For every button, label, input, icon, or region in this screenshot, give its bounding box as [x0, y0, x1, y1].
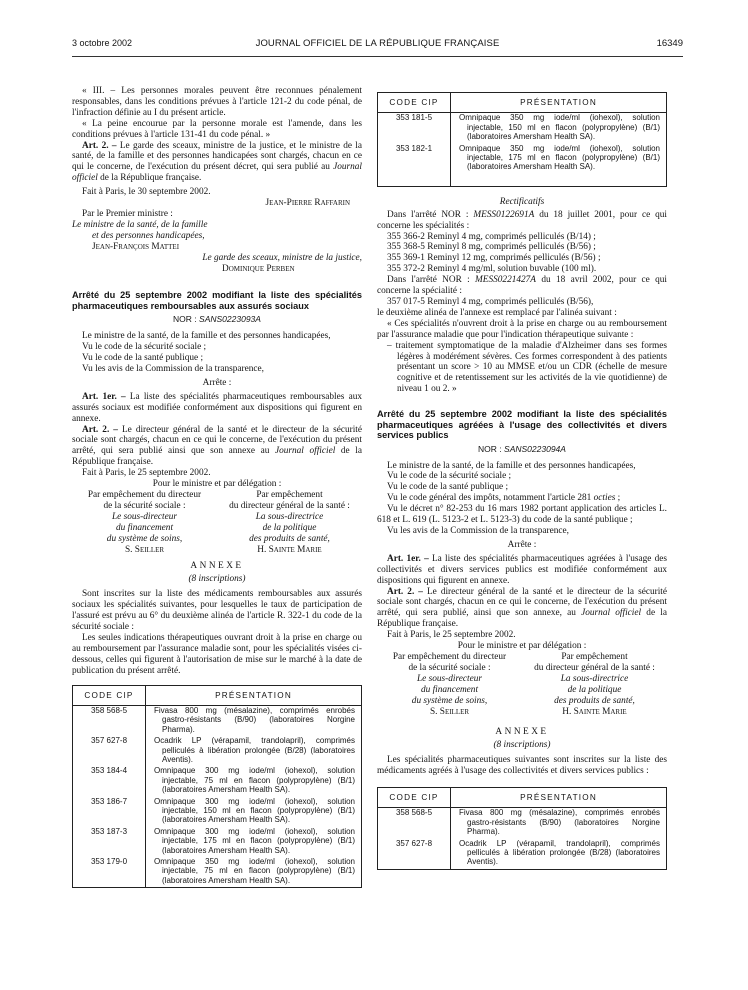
signature-left — [377, 652, 522, 717]
signature-line: de la politique — [262, 522, 317, 533]
visa: Vu le code de la sécurité sociale ; — [387, 471, 512, 482]
date-line: Fait à Paris, le 25 septembre 2002. — [82, 468, 211, 479]
column-header-presentation: PRÉSENTATION — [451, 93, 667, 113]
presentation-text: Fivasa 800 mg (mésalazine), comprimés enrobés gastro-résistants (B/90) (laboratoires Norgine Pharma). — [459, 808, 660, 837]
presentation-text: Omnipaque 300 mg iode/ml (iohexol), solution injectable, 150 ml en flacon (polypropylène) (B/1) (laboratoires Amersham Health SA). — [154, 796, 355, 825]
left-column — [72, 86, 362, 888]
column-header-presentation: PRÉSENTATION — [451, 788, 667, 808]
signatory-title: et des personnes handicapées, — [92, 230, 205, 241]
presentation — [451, 808, 667, 839]
signature-line: du financement — [115, 522, 174, 533]
article-text: La liste des spécialités pharmaceutiques remboursables aux assurés sociaux est modifiée conformément aux dispositions qui figurent en annexe. — [72, 391, 362, 424]
rectificatifs-heading: Rectificatifs — [499, 196, 545, 207]
article-text: Le directeur général de la santé et le directeur de la sécurité sociale sont chargés, chacun en ce qui le concerne, de l'exécution du présent arrêté, qui sera publié ainsi que son annexe au — [72, 424, 362, 457]
text: Dans l'arrêté NOR : — [387, 275, 476, 286]
decree-title: Arrêté du 25 septembre 2002 modifiant la liste des spécialités pharmaceutiques remboursables aux assurés sociaux — [72, 290, 362, 311]
presentation — [451, 113, 667, 144]
delegation-line: Pour le ministre et par délégation : — [152, 479, 282, 490]
signatory-title: Le ministre de la santé, de la famille — [72, 219, 208, 230]
list-item: 355 368-5 Reminyl 8 mg, comprimés pelliculés (B/56) ; — [387, 242, 596, 253]
article-text: de la République française. — [72, 446, 362, 468]
paragraph: Les seules indications thérapeutiques ouvrant droit à la prise en charge ou au remboursement par l'assurance maladie sont, pour les spécialités visées ci-dessous, celles qui figurent à l'autorisation de mise sur le marché à la date de publication du présent arrêté. — [72, 632, 362, 676]
presentation-text: Omnipaque 300 mg iode/ml (iohexol), solution injectable, 175 ml en flacon (polypropylène) (B/1) (laboratoires Amersham Health SA). — [154, 826, 355, 855]
visa: Vu les avis de la Commission de la transparence, — [82, 364, 264, 375]
presentation — [146, 797, 362, 827]
list-item: 355 366-2 Reminyl 4 mg, comprimés pelliculés (B/14) ; — [387, 231, 596, 242]
paragraph: Sont inscrites sur la liste des médicaments remboursables aux assurés sociaux les spécialités suivantes, pour lesquelles le taux de participation de l'assuré est prévu au 6° du deuxième alinéa de l'article R. 322-1 du code de la sécurité sociale : — [72, 589, 362, 632]
presentation — [451, 839, 667, 869]
visa: Vu le code de la santé publique ; — [387, 482, 509, 493]
delegation-line: Pour le ministre et par délégation : — [457, 641, 587, 652]
signature-line: de la sécurité sociale : — [103, 500, 186, 511]
table-row — [378, 144, 666, 186]
paragraph: « La peine encourue par la personne morale est l'amende, dans les conditions prévues à l'article 131-41 du code pénal. » — [72, 118, 362, 140]
nor-reference — [377, 444, 667, 455]
column-header-code: CODE CIP — [73, 686, 146, 706]
quote: – traitement symptomatique de la maladie d'Alzheimer dans ses formes légères à modérément sévères. Ces formes correspondent à des patients présentant un score > 10 au MMSE et/ou un CDR (échelle de mesure cognitive et de retentissement sur les activités de la vie quotidienne) de niveau 1 ou 2. » — [387, 340, 667, 395]
signature-block — [377, 652, 667, 717]
signature-line: des produits de santé, — [554, 695, 635, 706]
table-header-row — [378, 788, 666, 808]
article-label: Art. 1er. – — [387, 553, 429, 564]
paragraph: le deuxième alinéa de l'annexe est remplacé par l'alinéa suivant : — [377, 307, 617, 318]
list-item: 357 017-5 Reminyl 4 mg, comprimés pelliculés (B/56), — [387, 297, 594, 307]
cip-table — [377, 92, 667, 187]
nor-reference — [72, 314, 362, 325]
presentation-text: Omnipaque 350 mg iode/ml (iohexol), solution injectable, 175 ml en flacon (polypropylène) (B/1) (laboratoires Amersham Health SA). — [459, 143, 660, 172]
signature-left — [72, 490, 217, 555]
paragraph: « III. – Les personnes morales peuvent être reconnues pénalement responsables, dans les conditions prévues à l'article 121-2 du code pénal, de l'infraction définie au I du présent article. — [72, 86, 362, 118]
decree-title: Arrêté du 25 septembre 2002 modifiant la liste des spécialités pharmaceutiques agréées à l'usage des collectivités et divers services publics — [377, 409, 667, 441]
signature-line: Par empêchement du directeur — [87, 490, 202, 500]
signatory-name: S. Seiller — [124, 544, 165, 555]
column-header-code: CODE CIP — [378, 93, 451, 113]
signature-line: du directeur général de la santé : — [229, 500, 350, 511]
paragraph — [377, 210, 667, 232]
text: du 18 juillet 2001, pour ce qui concerne les spécialités : — [377, 209, 667, 231]
column-header-presentation: PRÉSENTATION — [146, 686, 362, 706]
cip-code: 358 568-5 — [73, 705, 146, 736]
nor-label: NOR : — [173, 314, 200, 325]
table-row — [378, 113, 666, 144]
article-label: Art. 2. – — [387, 586, 423, 597]
visa: Vu le code de la santé publique ; — [82, 353, 204, 364]
annexe-heading: ANNEXE — [495, 727, 549, 738]
cip-table-grid — [73, 686, 361, 888]
table-row — [73, 766, 361, 796]
signature-line: du système de soins, — [411, 695, 488, 706]
list-item: 355 372-2 Reminyl 4 mg/ml, solution buvable (100 ml). — [387, 264, 597, 275]
presentation-text: Ocadrik LP (vérapamil, trandolapril), comprimés pelliculés à libération prolongée (B/28) (laboratoires Aventis). — [154, 736, 355, 764]
table-header-row — [378, 93, 666, 113]
article-label: Art. 1er. – — [82, 391, 126, 402]
nor-code: MESS0221427A — [475, 275, 536, 286]
cip-code: 353 179-0 — [73, 857, 146, 887]
text: ; — [615, 493, 621, 504]
cip-code: 353 181-5 — [378, 113, 451, 144]
signature-line: Le sous-directeur — [417, 673, 482, 684]
cip-table-grid — [378, 93, 666, 186]
date-line: Fait à Paris, le 30 septembre 2002. — [82, 187, 211, 198]
cip-code: 357 627-8 — [73, 736, 146, 766]
arrete-label: Arrête : — [202, 377, 232, 388]
table-row — [73, 797, 361, 827]
signature-block — [72, 490, 362, 555]
page-header — [72, 38, 683, 52]
visa: Vu le code de la sécurité sociale ; — [82, 342, 207, 353]
text: Vu le code général des impôts, notamment l'article 281 — [387, 493, 594, 504]
article-1 — [72, 392, 362, 425]
table-row — [73, 736, 361, 766]
presentation — [146, 766, 362, 796]
presentation-text: Ocadrik LP (vérapamil, trandolapril), comprimés pelliculés à libération prolongée (B/28) (laboratoires Aventis). — [459, 838, 660, 867]
signatory-name: Jean-François Mattei — [92, 241, 180, 252]
table-header-row — [73, 686, 361, 706]
table-row — [73, 857, 361, 887]
paragraph: Le ministre de la santé, de la famille et des personnes handicapées, — [387, 460, 636, 471]
nor-label: NOR : — [478, 443, 505, 454]
article-label: Art. 2. – — [82, 424, 118, 435]
signatory-name: Jean-Pierre Raffarin — [265, 198, 350, 209]
signature-line: de la sécurité sociale : — [408, 662, 491, 673]
visa: Vu le décret n° 82-253 du 16 mars 1982 portant application des articles L. 618 et L. 619 (L. 5123-2 et L. 5123-3) du code de la santé publique ; — [377, 504, 667, 526]
cip-code: 353 182-1 — [378, 144, 451, 186]
article-label: Art. 2. – — [82, 140, 117, 151]
presentation — [146, 827, 362, 857]
table-row — [378, 808, 666, 839]
paragraph: Le ministre de la santé, de la famille et des personnes handicapées, — [82, 331, 331, 342]
signatory-name: H. Sainte Marie — [562, 706, 627, 717]
list-item: 355 369-1 Reminyl 12 mg, comprimés pelliculés (B/56) ; — [387, 253, 601, 264]
article-text: de la République française. — [97, 173, 202, 184]
signature-line: des produits de santé, — [249, 533, 330, 544]
presentation-text: Fivasa 800 mg (mésalazine), comprimés enrobés gastro-résistants (B/90) (laboratoires Norgine Pharma). — [154, 705, 355, 734]
cip-code: 357 627-8 — [378, 839, 451, 869]
journal-ref: Journal officiel — [274, 446, 336, 457]
signature-line: La sous-directrice — [560, 673, 629, 684]
article-text: Le directeur général de la santé et le directeur de la sécurité sociale sont chargés, chacun en ce qui le concerne, de l'exécution du présent arrêté, qui sera publié, ainsi que son annexe, au — [377, 586, 667, 619]
presentation-text: Omnipaque 350 mg iode/ml (iohexol), solution injectable, 75 ml en flacon (polypropylène) (B/1) (laboratoires Amersham Health SA). — [154, 857, 355, 885]
journal-ref: Journal officiel — [72, 162, 362, 184]
inscriptions-count: (8 inscriptions) — [188, 574, 246, 585]
journal-title: JOURNAL OFFICIEL DE LA RÉPUBLIQUE FRANÇAISE — [255, 38, 500, 49]
signatory-title: Le garde des sceaux, ministre de la justice, — [202, 252, 362, 263]
cip-code: 353 186-7 — [73, 797, 146, 827]
signature-right — [522, 652, 667, 717]
table-row — [378, 839, 666, 869]
cip-code: 353 184-4 — [73, 766, 146, 796]
arrete-label: Arrête : — [507, 539, 537, 550]
table-row — [73, 827, 361, 857]
nor-code: MESS0122691A — [473, 209, 535, 220]
signature-line: Le sous-directeur — [112, 511, 177, 522]
text: Dans l'arrêté NOR : — [387, 209, 474, 220]
article-2 — [377, 587, 667, 631]
article-text: La liste des spécialités pharmaceutiques agréées à l'usage des collectivités et divers services publics est modifiée conformément aux dispositions qui figurent en annexe. — [377, 553, 667, 586]
signature-line: du système de soins, — [106, 533, 183, 544]
cip-code: 358 568-5 — [378, 808, 451, 839]
signature-line: Par empêchement du directeur — [392, 651, 507, 662]
article-text: Le garde des sceaux, ministre de la justice, et le ministre de la santé, de la famille et des personnes handicapées sont chargés, chacun en ce qui le concerne, de l'exécution du présent décret, qui sera publié au — [72, 140, 362, 173]
signatory-name: H. Sainte Marie — [257, 544, 322, 555]
presentation — [146, 736, 362, 766]
article-text: de la République française. — [377, 608, 667, 630]
visa: Vu les avis de la Commission de la transparence, — [387, 526, 569, 536]
signature-line: du financement — [420, 684, 479, 695]
signatory-name: S. Seiller — [429, 706, 470, 717]
signature-line: Par empêchement — [561, 651, 628, 662]
paragraph — [377, 275, 667, 297]
visa — [377, 493, 667, 504]
article-2 — [72, 425, 362, 469]
text: octies — [593, 493, 616, 504]
header-rule — [72, 56, 683, 57]
nor-code: SANS0223094A — [504, 443, 566, 454]
table-row — [73, 705, 361, 736]
cip-table — [72, 685, 362, 889]
page-number: 16349 — [656, 38, 683, 49]
column-header-code: CODE CIP — [378, 788, 451, 808]
paragraph: Les spécialités pharmaceutiques suivantes sont inscrites sur la liste des médicaments agréés à l'usage des collectivités et divers services publics : — [377, 755, 667, 777]
signature-line: de la politique — [567, 684, 622, 695]
date-line: Fait à Paris, le 25 septembre 2002. — [387, 630, 516, 641]
right-column — [377, 92, 667, 870]
presentation — [146, 857, 362, 887]
signatory-name: Dominique Perben — [222, 263, 295, 274]
presentation-text: Omnipaque 350 mg iode/ml (iohexol), solution injectable, 150 ml en flacon (polypropylène) (B/1) (laboratoires Amersham Health SA). — [459, 113, 660, 142]
signature-right — [217, 490, 362, 555]
article-1 — [377, 554, 667, 587]
annexe-heading: ANNEXE — [190, 561, 244, 572]
nor-code: SANS0223093A — [199, 314, 261, 325]
presentation — [451, 144, 667, 186]
presentation — [146, 705, 362, 736]
signature-line: Par empêchement — [256, 490, 323, 500]
signature-line: du directeur général de la santé : — [534, 662, 655, 673]
inscriptions-count: (8 inscriptions) — [493, 740, 551, 751]
cip-code: 353 187-3 — [73, 827, 146, 857]
signature-line: La sous-directrice — [255, 511, 324, 522]
cip-table — [377, 787, 667, 870]
text: du 18 avril 2002, pour ce qui concerne la spécialité : — [377, 275, 668, 297]
journal-ref: Journal officiel — [581, 608, 642, 619]
article-2 — [72, 141, 362, 185]
cip-table-grid — [378, 788, 666, 869]
issue-date: 3 octobre 2002 — [72, 38, 133, 48]
presentation-text: Omnipaque 300 mg iode/ml (iohexol), solution injectable, 75 ml en flacon (polypropylène) (B/1) (laboratoires Amersham Health SA). — [154, 766, 355, 795]
quote: « Ces spécialités n'ouvrent droit à la prise en charge ou au remboursement par l'assurance maladie que pour l'indication thérapeutique suivante : — [377, 318, 667, 340]
signatory-label: Par le Premier ministre : — [82, 208, 173, 219]
